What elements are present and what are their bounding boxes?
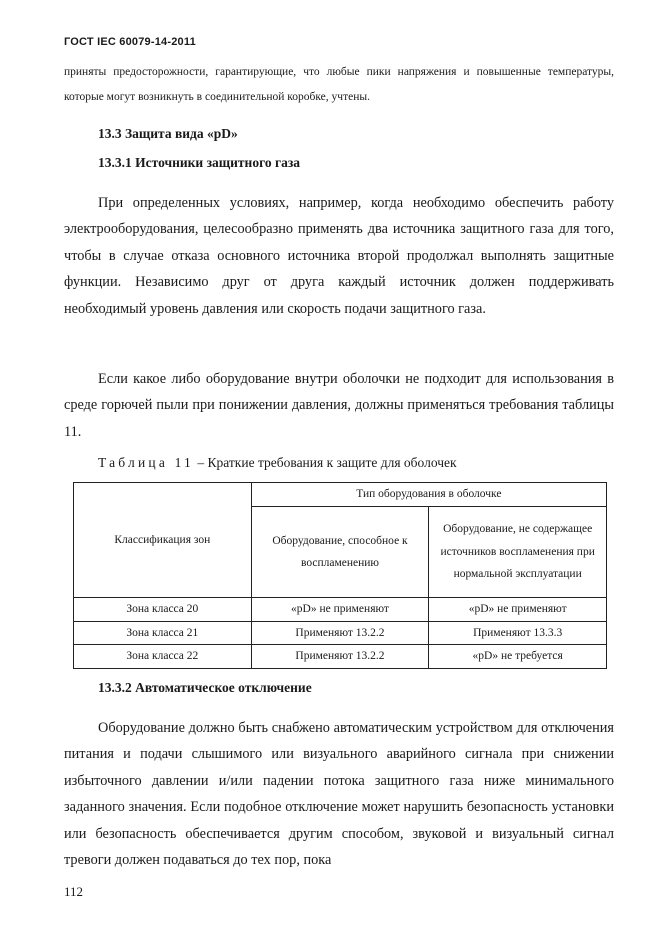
row-zone: Зона класса 20 bbox=[74, 598, 252, 622]
standard-header: ГОСТ IEC 60079-14-2011 bbox=[64, 36, 196, 48]
row-no-ignition: Применяют 13.3.3 bbox=[429, 621, 607, 645]
row-zone: Зона класса 22 bbox=[74, 645, 252, 669]
section-13-3-2-title: 13.3.2 Автоматическое отключение bbox=[98, 680, 312, 695]
page-number: 112 bbox=[64, 884, 84, 899]
section-13-3-1-paragraph-1: При определенных условиях, например, когда необходимо обеспечить работу электрооборудования, целесообразно применять два источника защитного газа для того, чтобы в случае отказа основного источника второй продолжал выполнять защитные функции. Независимо друг от друга каждый источник должен поддерживать необходимый уровень давления или скорость подачи защитного газа. bbox=[64, 195, 614, 317]
header-zone-classification: Классификация зон bbox=[74, 483, 252, 598]
row-no-ignition: «pD» не требуется bbox=[429, 645, 607, 669]
intro-paragraph: приняты предосторожности, гарантирующие, что любые пики напряжения и повышенные температуры, которые могут возникнуть в соединительной коробке, учтены. bbox=[64, 66, 614, 103]
table-row bbox=[74, 621, 607, 645]
header-equipment-type: Тип оборудования в оболочке bbox=[251, 483, 606, 507]
section-13-3-2-paragraph-1: Оборудование должно быть снабжено автоматическим устройством для отключения питания и подачи слышимого или визуального аварийного сигнала при снижении избыточного давлении и/или падении потока защитного газа ниже минимального заданного значения. Если подобное отключение может нарушить безопасность установки или безопасность обеспечивается другим способом, звуковой и визуальный сигнал тревоги должен подаваться до тех пор, пока bbox=[64, 720, 614, 869]
table-caption-label: Таблица 11 bbox=[98, 455, 194, 470]
row-ignition: Применяют 13.2.2 bbox=[251, 621, 429, 645]
table-caption-text: – Краткие требования к защите для оболочек bbox=[194, 455, 457, 470]
row-zone: Зона класса 21 bbox=[74, 621, 252, 645]
table-row bbox=[74, 645, 607, 669]
header-no-ignition-sources: Оборудование, не содержащее источников воспламенения при нормальной эксплуатации bbox=[429, 507, 607, 598]
row-ignition: «pD» не применяют bbox=[251, 598, 429, 622]
requirements-table bbox=[73, 482, 607, 669]
table-row bbox=[74, 598, 607, 622]
row-no-ignition: «pD» не применяют bbox=[429, 598, 607, 622]
table-caption bbox=[98, 455, 457, 471]
section-13-3-1-title: 13.3.1 Источники защитного газа bbox=[98, 155, 301, 170]
section-13-3-title: 13.3 Защита вида «pD» bbox=[98, 126, 238, 141]
header-ignition-capable: Оборудование, способное к воспламенению bbox=[251, 507, 429, 598]
row-ignition: Применяют 13.2.2 bbox=[251, 645, 429, 669]
section-13-3-1-paragraph-2: Если какое либо оборудование внутри оболочки не подходит для использования в среде горючей пыли при понижении давления, должны применяться требования таблицы 11. bbox=[64, 371, 614, 440]
